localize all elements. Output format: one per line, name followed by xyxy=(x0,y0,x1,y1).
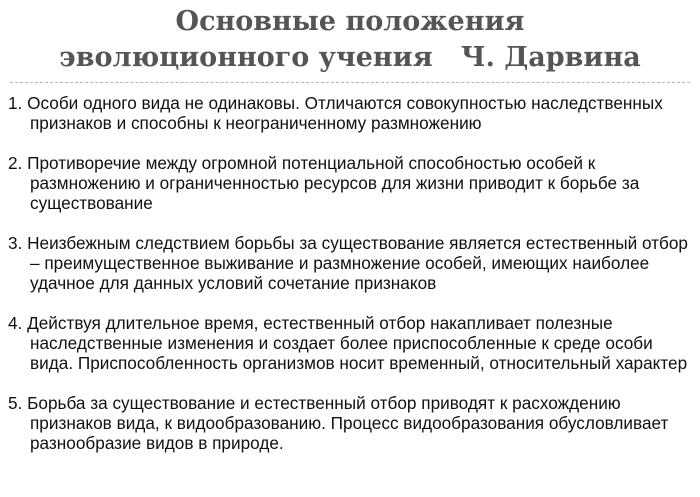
slide-title xyxy=(0,4,700,76)
principle-item-1: 1. Особи одного вида не одинаковы. Отличаются совокупностью наследственных признаков и способны к неограниченному размножению xyxy=(8,93,663,133)
principle-item-5: 5. Борьба за существование и естественный отбор приводят к расхождению признаков вида, к видообразованию. Процесс видообразования обусловливает разнообразие видов в природе. xyxy=(8,393,669,453)
principle-item-2: 2. Противоречие между огромной потенциальной способностью особей к размножению и ограниченностью ресурсов для жизни приводит к борьбе за существование xyxy=(8,153,640,213)
title-divider xyxy=(10,82,690,83)
slide-title-line-1: Основные положения xyxy=(175,6,525,37)
principle-item-4: 4. Действуя длительное время, естественный отбор накапливает полезные наследственные изменения и создает более приспособленные к среде особи вида. Приспособленность организмов носит временный, относительный характер xyxy=(8,313,688,373)
principles-list xyxy=(8,93,694,453)
slide-title-line-2: эволюционного учения Ч. Дарвина xyxy=(59,42,641,73)
principle-item-3: 3. Неизбежным следствием борьбы за существование является естественный отбор – преимущественное выживание и размножение особей, имеющих наиболее удачное для данных условий сочетание признаков xyxy=(8,233,688,293)
